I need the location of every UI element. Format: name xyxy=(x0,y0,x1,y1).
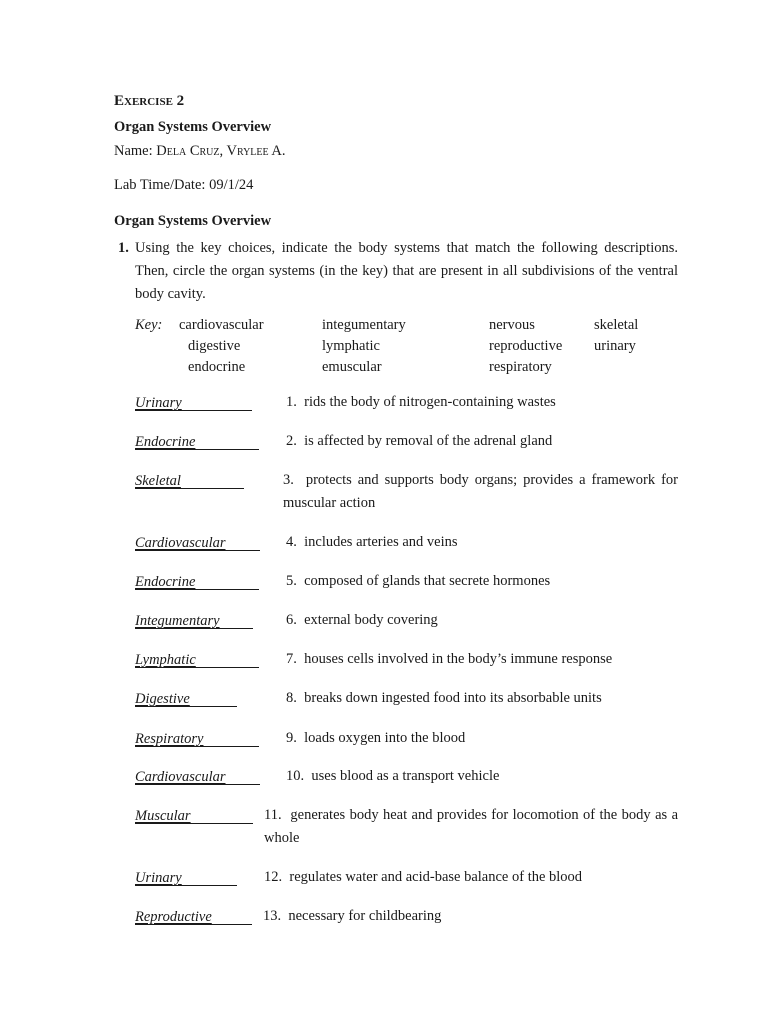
key-item: digestive xyxy=(188,338,241,354)
answer-blank-12 xyxy=(135,885,237,886)
item-8 xyxy=(286,687,678,710)
name-label: Name: xyxy=(114,143,153,159)
item-number: 12. xyxy=(264,869,283,885)
answer-13: Reproductive xyxy=(135,909,212,925)
item-number: 1. xyxy=(286,394,297,410)
answer-blank-2 xyxy=(135,449,259,450)
item-number: 4. xyxy=(286,534,297,550)
item-9 xyxy=(286,727,678,750)
answer-blank-10 xyxy=(135,784,260,785)
answer-1: Urinary xyxy=(135,395,182,411)
item-10 xyxy=(286,765,678,788)
key-item: integumentary xyxy=(322,317,406,333)
item-number: 6. xyxy=(286,612,297,628)
answer-11: Muscular xyxy=(135,808,191,824)
key-item: nervous xyxy=(489,317,535,333)
item-number: 10. xyxy=(286,768,305,784)
answer-7: Lymphatic xyxy=(135,652,196,668)
answer-blank-4 xyxy=(135,550,260,551)
key-item: cardiovascular xyxy=(179,317,264,333)
item-number: 9. xyxy=(286,730,297,746)
key-item: lymphatic xyxy=(322,338,380,354)
item-5 xyxy=(286,570,678,593)
answer-blank-1 xyxy=(135,410,252,411)
answer-9: Respiratory xyxy=(135,731,204,747)
answer-8: Digestive xyxy=(135,691,190,707)
item-4 xyxy=(286,531,678,554)
section-title: Organ Systems Overview xyxy=(114,213,272,229)
answer-blank-8 xyxy=(135,706,237,707)
key-item: urinary xyxy=(594,338,636,354)
answer-2: Endocrine xyxy=(135,434,196,450)
answer-12: Urinary xyxy=(135,870,182,886)
item-number: 7. xyxy=(286,651,297,667)
answer-10: Cardiovascular xyxy=(135,769,226,785)
student-name-line xyxy=(114,143,286,160)
item-description: is affected by removal of the adrenal gland xyxy=(304,433,553,449)
item-12 xyxy=(264,866,678,889)
item-number: 3. xyxy=(283,472,294,488)
answer-blank-3 xyxy=(135,488,244,489)
answer-blank-9 xyxy=(135,746,259,747)
item-description: external body covering xyxy=(304,612,438,628)
lab-time-line xyxy=(114,177,253,194)
item-description: composed of glands that secrete hormones xyxy=(304,573,551,589)
item-3 xyxy=(283,469,678,515)
item-1 xyxy=(286,391,678,414)
item-2 xyxy=(286,430,678,453)
answer-3: Skeletal xyxy=(135,473,181,489)
item-description: uses blood as a transport vehicle xyxy=(311,768,500,784)
item-13 xyxy=(263,905,678,928)
item-description: breaks down ingested food into its absorbable units xyxy=(304,690,602,706)
item-number: 11. xyxy=(264,807,282,823)
item-number: 5. xyxy=(286,573,297,589)
name-value: Dela Cruz, Vrylee A. xyxy=(156,143,286,159)
page-title: Organ Systems Overview xyxy=(114,119,272,135)
lab-time-value: 09/1/24 xyxy=(209,177,254,193)
item-description: houses cells involved in the body’s immune response xyxy=(304,651,613,667)
answer-blank-6 xyxy=(135,628,253,629)
item-description: loads oxygen into the blood xyxy=(304,730,466,746)
item-description: rids the body of nitrogen-containing wastes xyxy=(304,394,556,410)
key-item: endocrine xyxy=(188,359,246,375)
answer-blank-5 xyxy=(135,589,259,590)
question-number: 1. xyxy=(118,240,129,256)
answer-5: Endocrine xyxy=(135,574,196,590)
key-item: emuscular xyxy=(322,359,382,375)
item-7 xyxy=(286,648,678,671)
item-description: necessary for childbearing xyxy=(288,908,442,924)
answer-6: Integumentary xyxy=(135,613,220,629)
key-item: respiratory xyxy=(489,359,552,375)
item-number: 13. xyxy=(263,908,282,924)
item-description: protects and supports body organs; provides a framework for muscular action xyxy=(283,472,678,511)
item-number: 8. xyxy=(286,690,297,706)
answer-blank-7 xyxy=(135,667,259,668)
answer-blank-11 xyxy=(135,823,253,824)
item-11 xyxy=(264,804,678,850)
answer-blank-13 xyxy=(135,924,252,925)
item-description: generates body heat and provides for locomotion of the body as a whole xyxy=(264,807,678,846)
lab-time-label: Lab Time/Date: xyxy=(114,177,206,193)
item-number: 2. xyxy=(286,433,297,449)
key-item: reproductive xyxy=(489,338,563,354)
item-6 xyxy=(286,609,678,632)
answer-4: Cardiovascular xyxy=(135,535,226,551)
item-description: includes arteries and veins xyxy=(304,534,458,550)
key-label: Key: xyxy=(135,317,163,333)
question-text: Using the key choices, indicate the body systems that match the following descriptions. Then, circle the organ systems (in the key) that are present in all subdivisions of the ventral body cavity. xyxy=(135,240,678,302)
exercise-heading: Exercise 2 xyxy=(114,93,185,109)
key-item: skeletal xyxy=(594,317,639,333)
item-description: regulates water and acid-base balance of the blood xyxy=(289,869,583,885)
